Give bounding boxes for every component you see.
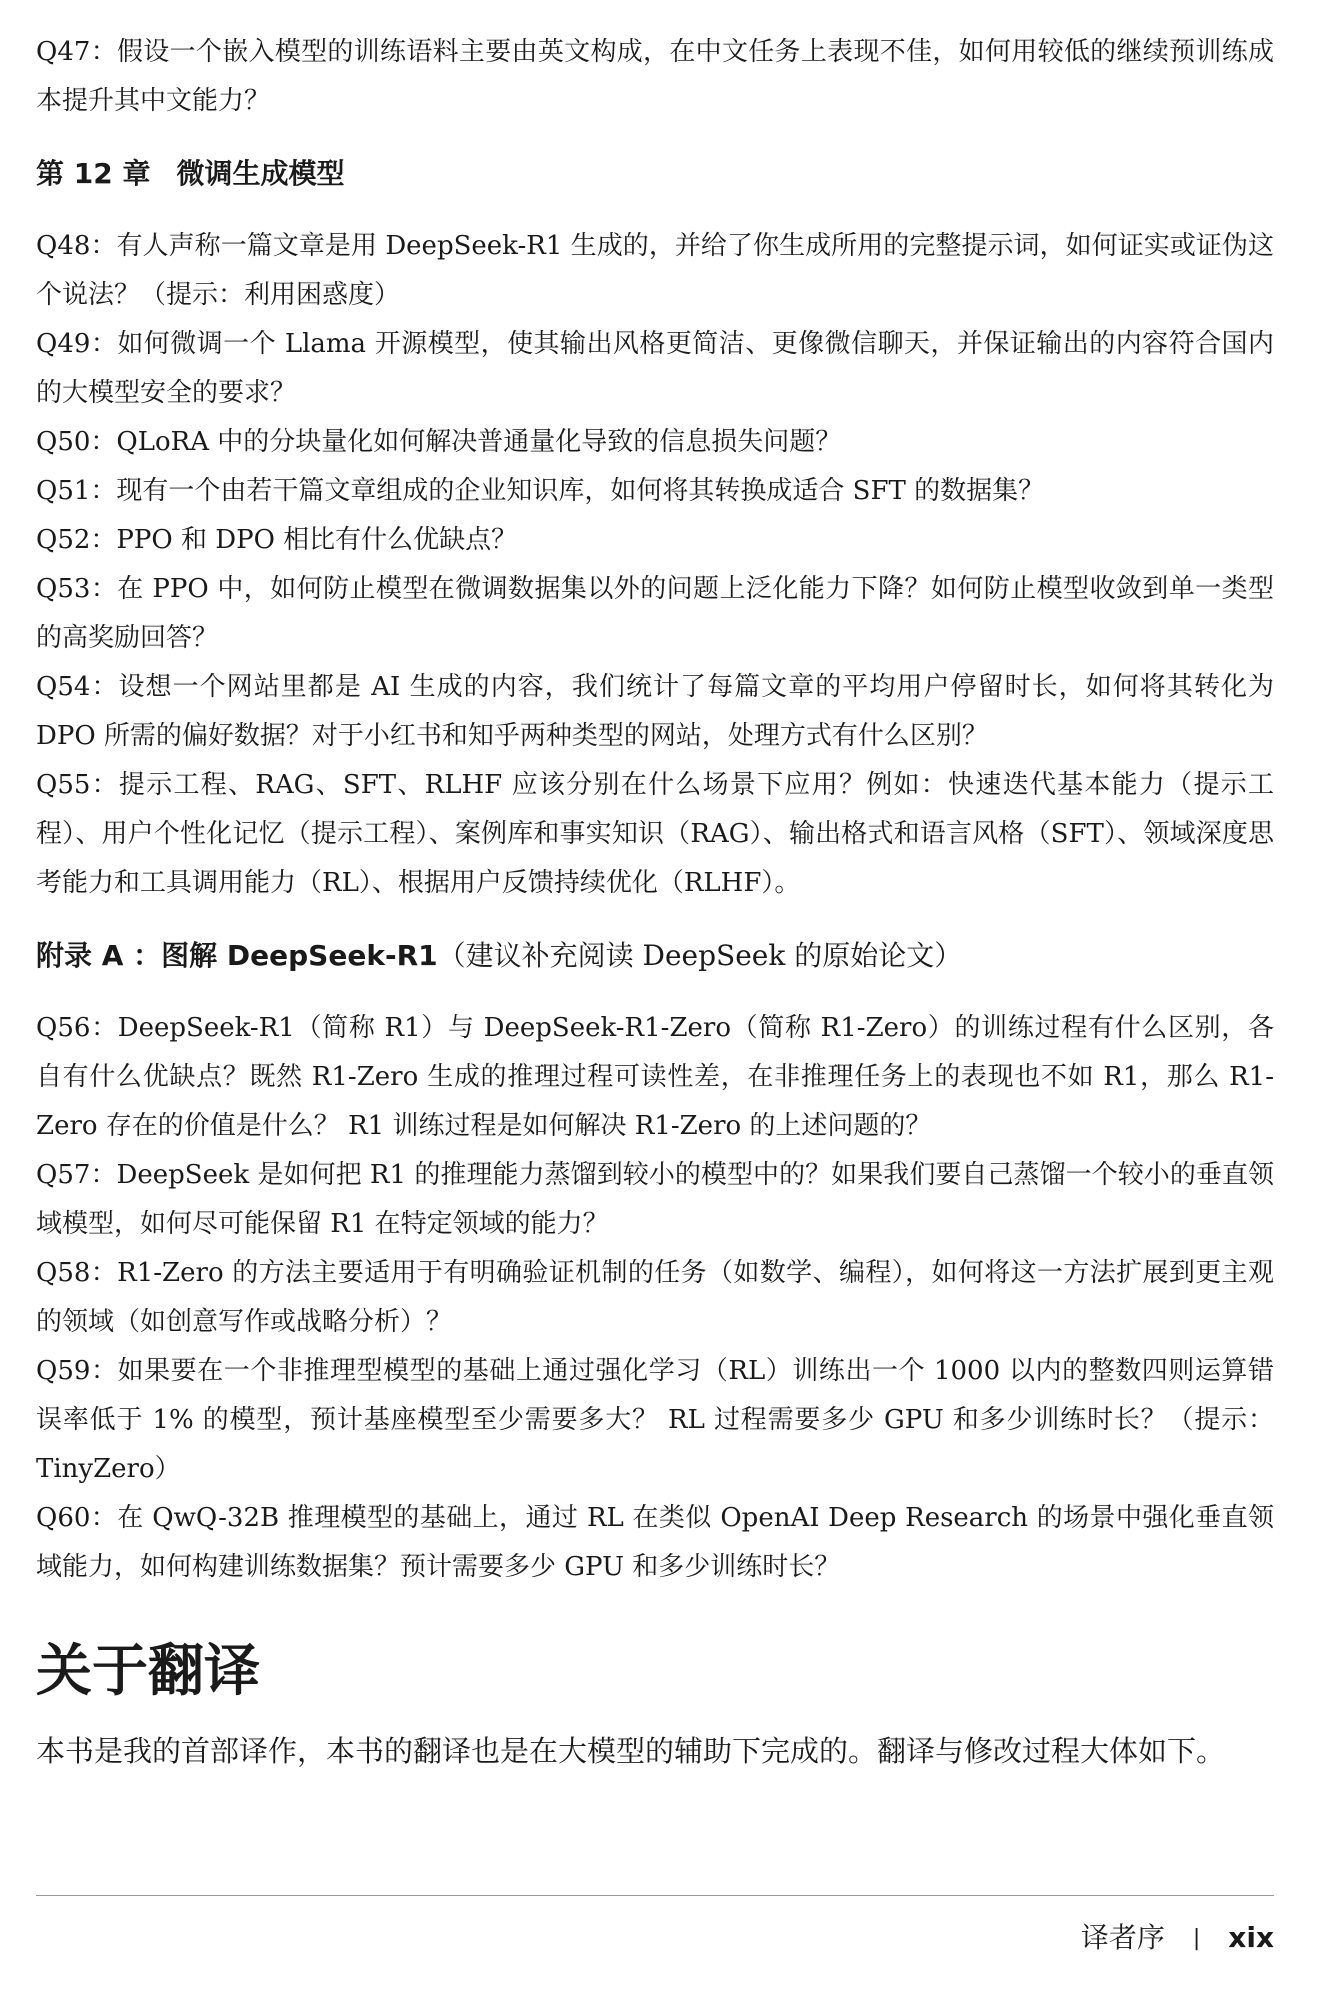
- page-content: [36, 28, 1274, 1776]
- chapter-12-questions: [36, 222, 1274, 908]
- question-q59: Q59：如果要在一个非推理型模型的基础上通过强化学习（RL）训练出一个 1000 以内的整数四则运算错误率低于 1% 的模型，预计基座模型至少需要多大？ RL 过程需要多少 GPU 和多少训练时长？（提示：TinyZero）: [36, 1356, 1274, 1484]
- question-q57: Q57：DeepSeek 是如何把 R1 的推理能力蒸馏到较小的模型中的？如果我们要自己蒸馏一个较小的垂直领域模型，如何尽可能保留 R1 在特定领域的能力？: [36, 1160, 1274, 1239]
- question-q55: Q55：提示工程、RAG、SFT、RLHF 应该分别在什么场景下应用？例如：快速迭代基本能力（提示工程）、用户个性化记忆（提示工程）、案例库和事实知识（RAG）、输出格式和语言风格（SFT）、领域深度思考能力和工具调用能力（RL）、根据用户反馈持续优化（RLHF）。: [36, 770, 1274, 898]
- question-q56: Q56：DeepSeek-R1（简称 R1）与 DeepSeek-R1-Zero（简称 R1-Zero）的训练过程有什么区别，各自有什么优缺点？既然 R1-Zero 生成的推理过程可读性差，在非推理任务上的表现也不如 R1，那么 R1-Zero 存在的价值是什么？ R1 训练过程是如何解决 R1-Zero 的上述问题的？: [36, 1013, 1274, 1141]
- question-q49: Q49：如何微调一个 Llama 开源模型，使其输出风格更简洁、更像微信聊天，并保证输出的内容符合国内的大模型安全的要求？: [36, 329, 1274, 408]
- chapter-number: 第 12 章: [36, 157, 151, 190]
- page-footer: [1081, 1918, 1274, 1959]
- appendix-a-label: 附录 A ：图解 DeepSeek-R1: [36, 939, 438, 972]
- question-q52: Q52：PPO 和 DPO 相比有什么优缺点？: [36, 525, 518, 555]
- chapter-12-heading: [36, 154, 1274, 194]
- section-body: 本书是我的首部译作，本书的翻译也是在大模型的辅助下完成的。翻译与修改过程大体如下。: [36, 1734, 1226, 1768]
- page-number: xix: [1228, 1921, 1274, 1954]
- section-title: 关于翻译: [36, 1639, 260, 1704]
- question-q51: Q51：现有一个由若干篇文章组成的企业知识库，如何将其转换成适合 SFT 的数据集？: [36, 476, 1045, 506]
- question-q60: Q60：在 QwQ-32B 推理模型的基础上，通过 RL 在类似 OpenAI Deep Research 的场景中强化垂直领域能力，如何构建训练数据集？预计需要多少 GPU 和多少训练时长？: [36, 1503, 1274, 1582]
- appendix-a-questions: [36, 1004, 1274, 1592]
- question-q54: Q54：设想一个网站里都是 AI 生成的内容，我们统计了每篇文章的平均用户停留时长，如何将其转化为 DPO 所需的偏好数据？对于小红书和知乎两种类型的网站，处理方式有什么区别？: [36, 672, 1274, 751]
- question-q47: Q47：假设一个嵌入模型的训练语料主要由英文构成，在中文任务上表现不佳，如何用较低的继续预训练成本提升其中文能力？: [36, 37, 1274, 116]
- question-q58: Q58：R1-Zero 的方法主要适用于有明确验证机制的任务（如数学、编程），如何将这一方法扩展到更主观的领域（如创意写作或战略分析）？: [36, 1258, 1274, 1337]
- running-head: 译者序: [1080, 1921, 1165, 1954]
- chapter-title: 微调生成模型: [176, 157, 345, 190]
- footer-divider: [36, 1895, 1274, 1896]
- question-q53: Q53：在 PPO 中，如何防止模型在微调数据集以外的问题上泛化能力下降？如何防止模型收敛到单一类型的高奖励回答？: [36, 574, 1274, 653]
- appendix-a-note: （建议补充阅读 DeepSeek 的原始论文）: [437, 939, 963, 972]
- question-q50: Q50：QLoRA 中的分块量化如何解决普通量化导致的信息损失问题？: [36, 427, 842, 457]
- footer-separator: |: [1192, 1926, 1201, 1951]
- appendix-a-heading: [36, 936, 1274, 976]
- question-q48: Q48：有人声称一篇文章是用 DeepSeek-R1 生成的，并给了你生成所用的完整提示词，如何证实或证伪这个说法？（提示：利用困惑度）: [36, 231, 1274, 310]
